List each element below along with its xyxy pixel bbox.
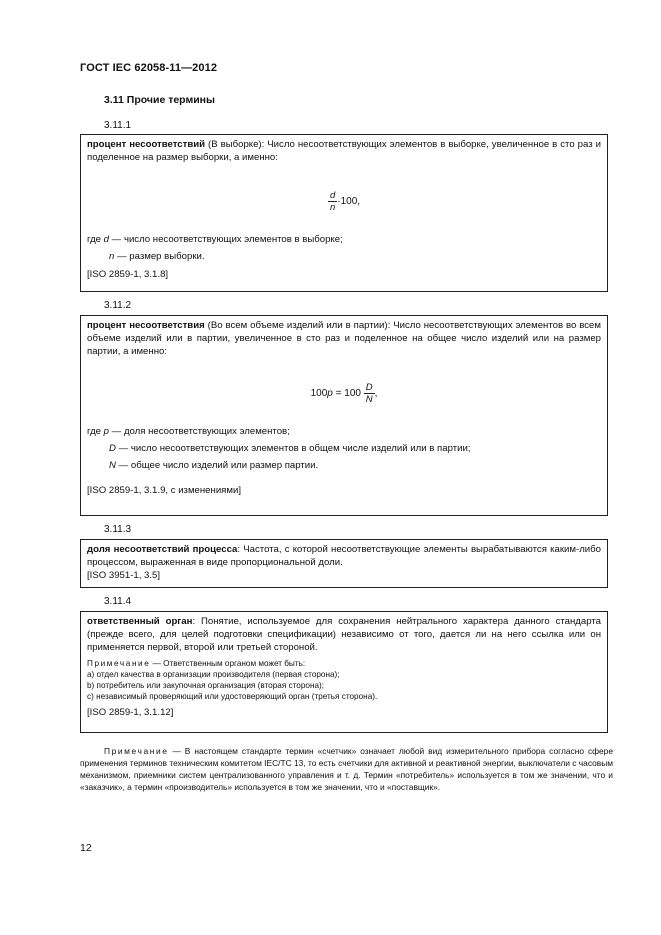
term-definition-text: (Во всем объеме изделий или в партии): Число несоответствующих элементов во всем объеме изделий или в партии, увеличенное в сто раз и поделенное на общее число изделий или на размер партии, а именно:	[87, 320, 601, 357]
note-label: Примечание	[87, 659, 151, 668]
term-box-3-11-1	[80, 134, 608, 292]
where-text: — число несоответствующих элементов в общем числе изделий или в партии;	[115, 443, 471, 454]
fraction	[328, 190, 337, 213]
where-symbol: D	[109, 443, 116, 454]
where-symbol: d	[103, 234, 110, 245]
where-text: — размер выборки.	[114, 251, 205, 262]
where-line	[87, 425, 601, 438]
where-symbol: p	[103, 426, 110, 437]
term-number: 3.11.1	[104, 120, 132, 131]
term-box-3-11-4	[80, 611, 608, 733]
term-name: доля несоответствий процесса	[87, 544, 238, 555]
fraction-denominator: n	[329, 202, 336, 213]
term-name: процент несоответствия	[87, 320, 205, 331]
formula-left: 100	[310, 388, 328, 400]
fraction-numerator: d	[329, 190, 336, 201]
term-definition	[87, 138, 601, 164]
term-definition-text: : Понятие, используемое для сохранения нейтрального характера данного стандарта (прежде всего, для целей подготовки спецификации) независимо от того, дается ли на него ссылка или он применяется первой, второй или третьей стороной.	[87, 616, 601, 653]
fraction-numerator: D	[365, 382, 373, 393]
footer-note-label: Примечание	[104, 746, 169, 756]
term-note	[87, 658, 601, 669]
where-text: — число несоответствующих элементов в выборке;	[109, 234, 343, 245]
term-box-3-11-3	[80, 539, 608, 588]
source-ref: [ISO 2859-1, 3.1.9, с изменениями]	[87, 485, 241, 496]
term-number: 3.11.2	[104, 300, 132, 311]
term-definition-text: : Частота, с которой несоответствующие элементы вырабатываются каким-либо процессом, выраженная в виде пропорциональной доли.	[87, 544, 601, 568]
formula	[87, 382, 601, 405]
where-symbol: N	[109, 460, 116, 471]
formula-rest: ·100,	[337, 196, 361, 208]
term-number: 3.11.4	[104, 596, 132, 607]
formula-eq: = 100	[332, 388, 364, 400]
footer-note-text: — В настоящем стандарте термин «счетчик» означает любой вид измерительного прибора согласно сфере применения терминов техническим комитетом IEC/TC 13, то есть счетчики для активной и реактивной энергии, выключатели с часовым механизмом, приемники систем централизованного управления и т. д. Термин «потребитель» используется в том же значении, что и «заказчик», а термин «производитель» используется в том же значении, что и «поставщик».	[80, 746, 613, 792]
term-number: 3.11.3	[104, 524, 132, 535]
note-item: с) независимый проверяющий или удостоверяющий орган (третья сторона).	[87, 692, 378, 701]
fraction-denominator: N	[365, 394, 373, 405]
source-ref: [ISO 2859-1, 3.1.12]	[87, 707, 174, 718]
term-box-3-11-2	[80, 315, 608, 516]
footer-note	[80, 745, 613, 793]
formula	[87, 190, 601, 213]
note-item: а) отдел качества в организации производителя (первая сторона);	[87, 670, 340, 679]
page-number: 12	[80, 842, 92, 854]
term-name: ответственный орган	[87, 616, 193, 627]
fraction	[364, 382, 375, 405]
formula-left-var: p	[327, 388, 333, 400]
where-text: — доля несоответствующих элементов;	[109, 426, 290, 437]
where-line	[87, 459, 601, 472]
note-text: — Ответственным органом может быть:	[150, 659, 306, 668]
source-ref: [ISO 2859-1, 3.1.8]	[87, 269, 169, 280]
term-definition-text: (В выборке): Число несоответствующих элементов в выборке, увеличенное в сто раз и поделенное на размер выборки, а именно:	[87, 139, 601, 163]
section-title: 3.11 Прочие термины	[104, 94, 215, 106]
formula-rest: ,	[374, 388, 378, 400]
term-name: процент несоответствий	[87, 139, 206, 150]
note-item: b) потребитель или закупочная организация (вторая сторона);	[87, 681, 325, 690]
term-definition	[87, 615, 601, 654]
where-line	[87, 233, 601, 246]
where-line	[87, 250, 601, 263]
where-text: — общее число изделий или размер партии.	[115, 460, 319, 471]
where-symbol: n	[109, 251, 115, 262]
standard-header: ГОСТ IEC 62058-11—2012	[80, 62, 218, 74]
where-prefix: где	[87, 234, 104, 245]
source-ref: [ISO 3951-1, 3.5]	[87, 570, 161, 581]
where-prefix: где	[87, 426, 104, 437]
term-definition	[87, 543, 601, 569]
term-definition	[87, 319, 601, 358]
where-line	[87, 442, 601, 455]
